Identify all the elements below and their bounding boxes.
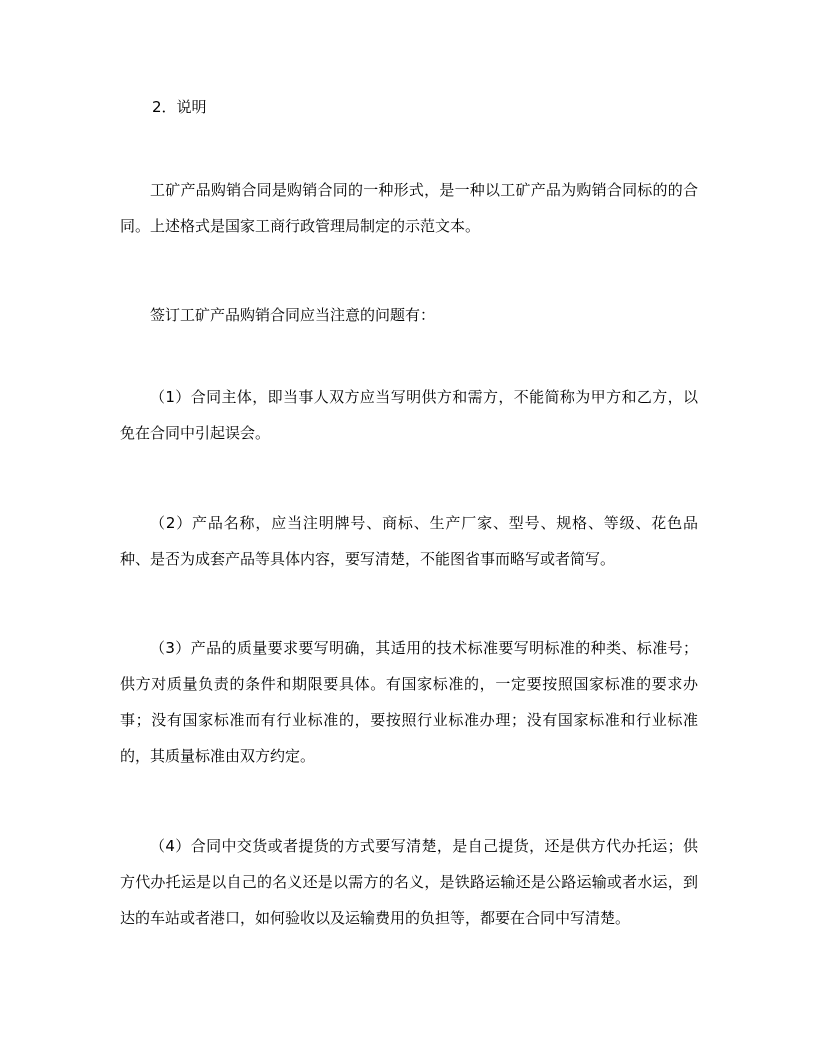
- section-heading: 2．说明: [152, 98, 207, 116]
- paragraph-item-3: （3）产品的质量要求要写明确，其适用的技术标准要写明标准的种类、标准号；供方对质量负责的条件和期限要具体。有国家标准的，一定要按照国家标准的要求办事；没有国家标准而有行业标准的，要按照行业标准办理；没有国家标准和行业标准的，其质量标准由双方约定。: [120, 639, 698, 765]
- paragraph-intro: 签订工矿产品购销合同应当注意的问题有：: [150, 306, 436, 324]
- paragraph-item-4: （4）合同中交货或者提货的方式要写清楚，是自己提货，还是供方代办托运；供方代办托运是以自己的名义还是以需方的名义，是铁路运输还是公路运输或者水运，到达的车站或者港口，如何验收以及运输费用的负担等，都要在合同中写清楚。: [120, 837, 698, 927]
- paragraph-definition: 工矿产品购销合同是购销合同的一种形式，是一种以工矿产品为购销合同标的的合同。上述格式是国家工商行政管理局制定的示范文本。: [120, 181, 698, 235]
- paragraph-item-2: （2）产品名称，应当注明牌号、商标、生产厂家、型号、规格、等级、花色品种、是否为成套产品等具体内容，要写清楚，不能图省事而略写或者简写。: [120, 514, 698, 568]
- paragraph-item-1: （1）合同主体，即当事人双方应当写明供方和需方，不能简称为甲方和乙方，以免在合同中引起误会。: [120, 388, 698, 442]
